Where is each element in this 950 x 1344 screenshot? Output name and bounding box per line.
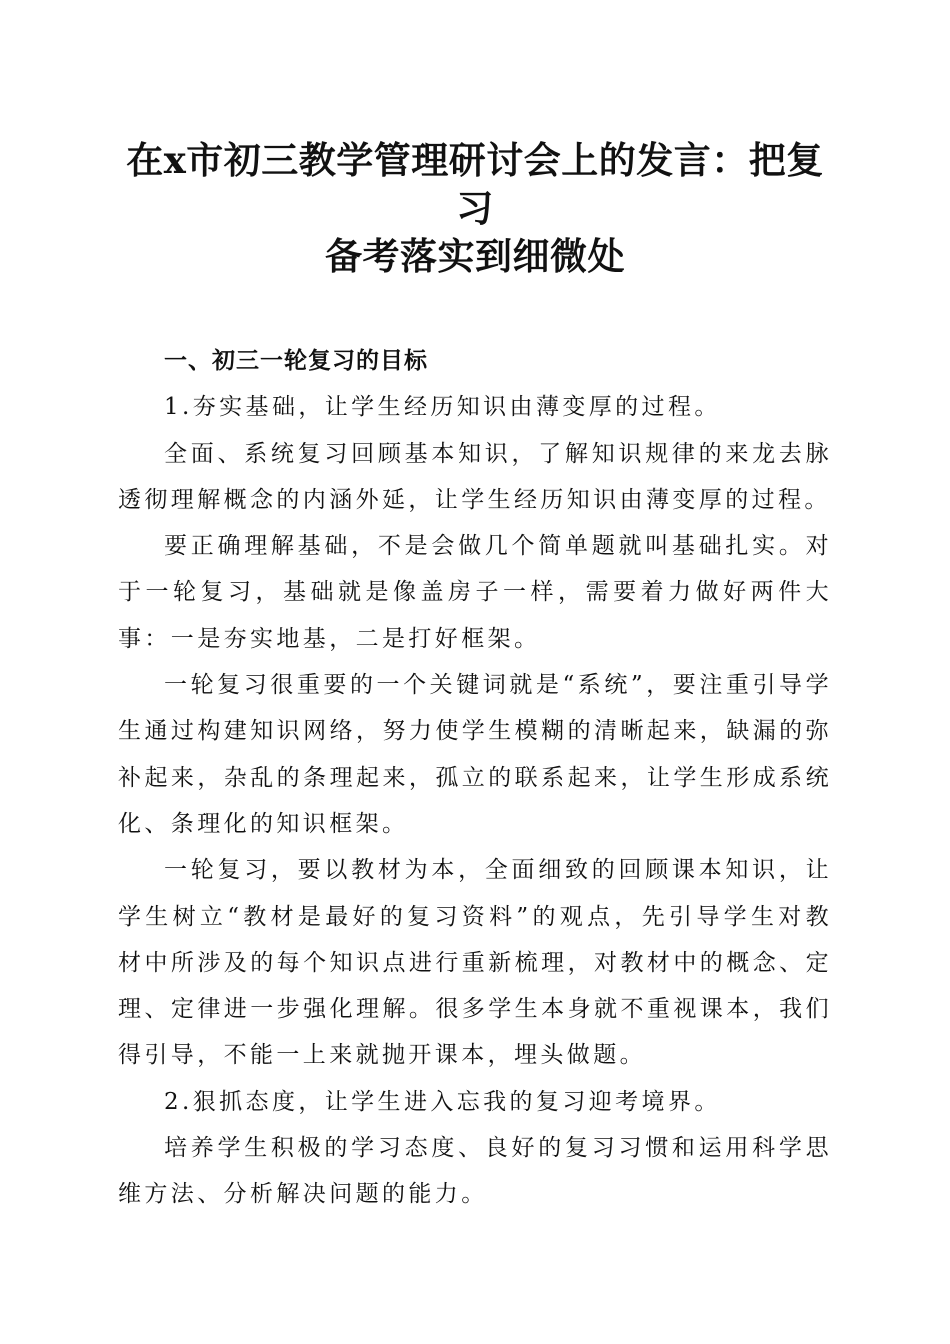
paragraph: 培养学生积极的学习态度、良好的复习习惯和运用科学思维方法、分析解决问题的能力。 (118, 1135, 832, 1208)
section-heading: 一、初三一轮复习的目标 (164, 348, 428, 374)
title-line-1: 在x市初三教学管理研讨会上的发言：把复习 (126, 138, 824, 230)
document-body (118, 338, 832, 1218)
paragraph: 要正确理解基础，不是会做几个简单题就叫基础扎实。对于一轮复习，基础就是像盖房子一样，需要着力做好两件大事：一是夯实地基，二是打好框架。 (118, 533, 832, 652)
subheading-2: 2.狠抓态度，让学生进入忘我的复习迎考境界。 (164, 1088, 721, 1115)
paragraph: 一轮复习，要以教材为本，全面细致的回顾课本知识，让学生树立“教材是最好的复习资料”的观点，先引导学生对教材中所涉及的每个知识点进行重新梳理，对教材中的概念、定理、定律进一步强化理解。很多学生本身就不重视课本，我们得引导，不能一上来就抛开课本，埋头做题。 (118, 857, 832, 1069)
paragraph: 全面、系统复习回顾基本知识，了解知识规律的来龙去脉透彻理解概念的内涵外延，让学生经历知识由薄变厚的过程。 (118, 440, 832, 513)
paragraph: 一轮复习很重要的一个关键词就是“系统”，要注重引导学生通过构建知识网络，努力使学生模糊的清晰起来，缺漏的弥补起来，杂乱的条理起来，孤立的联系起来，让学生形成系统化、条理化的知识框架。 (118, 672, 832, 837)
title-line-2: 备考落实到细微处 (325, 234, 625, 278)
document-title (118, 0, 832, 280)
subheading-1: 1.夯实基础，让学生经历知识由薄变厚的过程。 (164, 394, 721, 421)
